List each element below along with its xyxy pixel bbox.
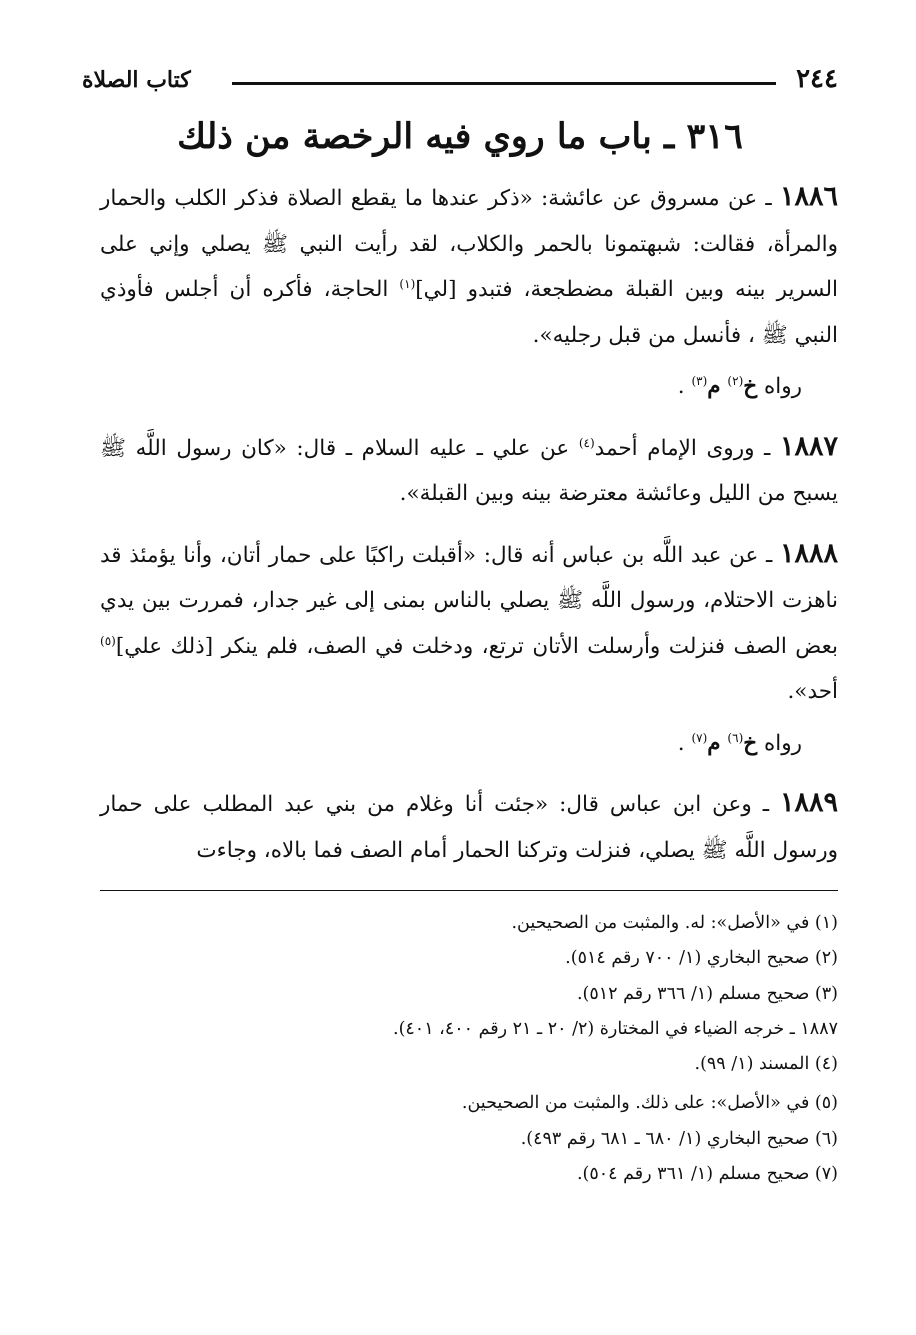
hadith-text: ـ عن عبد اللَّه بن عباس أنه قال: «أقبلت راكبًا على حمار أتان، وأنا يؤمئذ قد ناهزت الاحتلام، ورسول اللَّه ﷺ يصلي بالناس بمنى إلى غير جدار، فمررت بين يدي بعض الصف فنزلت وأرسلت الأتان ترتع، ودخلت في الصف، فلم ينكر [ذلك علي] (100, 542, 838, 659)
footnote-item: ١٨٨٧ ـ خرجه الضياء في المختارة (٢/ ٢٠ ـ ٢١ رقم ٤٠٠، ٤٠١). (393, 1018, 838, 1039)
footnote-ref[interactable]: (٢) (727, 373, 744, 388)
hadith-text-continued: الحاجة، فأكره أن أجلس فأوذي النبي ﷺ ، فأنسل من قبل رجليه». (100, 277, 838, 348)
hadith-1886 (100, 174, 838, 358)
hadith-1888 (100, 531, 838, 715)
hadith-text: ـ عن مسروق عن عائشة: «ذكر عندها ما يقطع الصلاة فذكر الكلب والحمار والمرأة، فقالت: شبهتمونا بالحمر والكلاب، لقد رأيت النبي ﷺ يصلي وإني على السرير بينه وبين القبلة مضطجعة، فتبدو [لي] (100, 186, 838, 302)
footnotes (100, 906, 838, 1192)
footnote-item: (٢) صحيح البخاري (١/ ٧٠٠ رقم ٥١٤). (565, 948, 838, 969)
muslim-symbol: م (707, 374, 721, 399)
riwaya-line (100, 364, 802, 410)
footnote-ref[interactable]: (٦) (727, 730, 744, 745)
hadith-number: ١٨٨٧ (779, 430, 838, 462)
footnote-ref[interactable]: (٣) (691, 373, 708, 388)
hadith-number: ١٨٨٨ (779, 537, 838, 569)
hadith-number: ١٨٨٦ (779, 181, 838, 212)
book-title: كتاب الصلاة (82, 67, 191, 93)
muslim-symbol: م (707, 730, 721, 756)
hadith-text-continued: أحد». (787, 679, 838, 704)
page-number: ٢٤٤ (796, 64, 838, 94)
hadith-text: ـ وروى الإمام أحمد (594, 435, 771, 461)
riwaya-prefix: رواه (763, 730, 802, 756)
footnote-ref[interactable]: (٥) (100, 633, 116, 648)
bukhari-symbol: خ (743, 374, 758, 399)
riwaya-end: . (677, 730, 692, 756)
bukhari-symbol: خ (743, 730, 758, 756)
hadith-1887 (100, 424, 838, 517)
hadith-1889 (100, 780, 838, 873)
hadith-text: ـ وعن ابن عباس قال: «جئت أنا وغلام من بني عبد المطلب على حمار ورسول اللَّه ﷺ يصلي، فنزلت وتركنا الحمار أمام الصف فما بالاه، وجاءت (100, 792, 838, 863)
footnote-item: (٣) صحيح مسلم (١/ ٣٦٦ رقم ٥١٢). (576, 983, 838, 1004)
footnote-ref[interactable]: (٤) (578, 435, 595, 450)
footnote-item: (٤) المسند (١/ ٩٩). (694, 1054, 838, 1075)
riwaya-end: . (677, 374, 692, 399)
main-text (100, 174, 838, 873)
header-rule (232, 82, 776, 85)
footnote-item: (١) في «الأصل»: له. والمثبت من الصحيحين. (511, 913, 838, 933)
hadith-text-continued: عن علي ـ عليه السلام ـ قال: «كان رسول اللَّه ﷺ يسبح من الليل وعائشة معترضة بينه وبين القبلة». (100, 435, 838, 506)
running-header (82, 64, 838, 98)
hadith-number: ١٨٨٩ (779, 787, 838, 818)
chapter-heading: ٣١٦ ـ باب ما روي فيه الرخصة من ذلك (177, 116, 743, 157)
footnote-item: (٥) في «الأصل»: على ذلك. والمثبت من الصحيحين. (461, 1093, 838, 1114)
riwaya-prefix: رواه (763, 374, 802, 399)
footnote-separator (100, 890, 838, 891)
footnote-item: (٦) صحيح البخاري (١/ ٦٨٠ ـ ٦٨١ رقم ٤٩٣). (520, 1128, 838, 1149)
footnote-ref[interactable]: (٧) (691, 730, 708, 745)
footnote-ref[interactable]: (١) (399, 276, 416, 291)
riwaya-line (100, 721, 802, 767)
footnote-item: (٧) صحيح مسلم (١/ ٣٦١ رقم ٥٠٤). (576, 1164, 838, 1185)
